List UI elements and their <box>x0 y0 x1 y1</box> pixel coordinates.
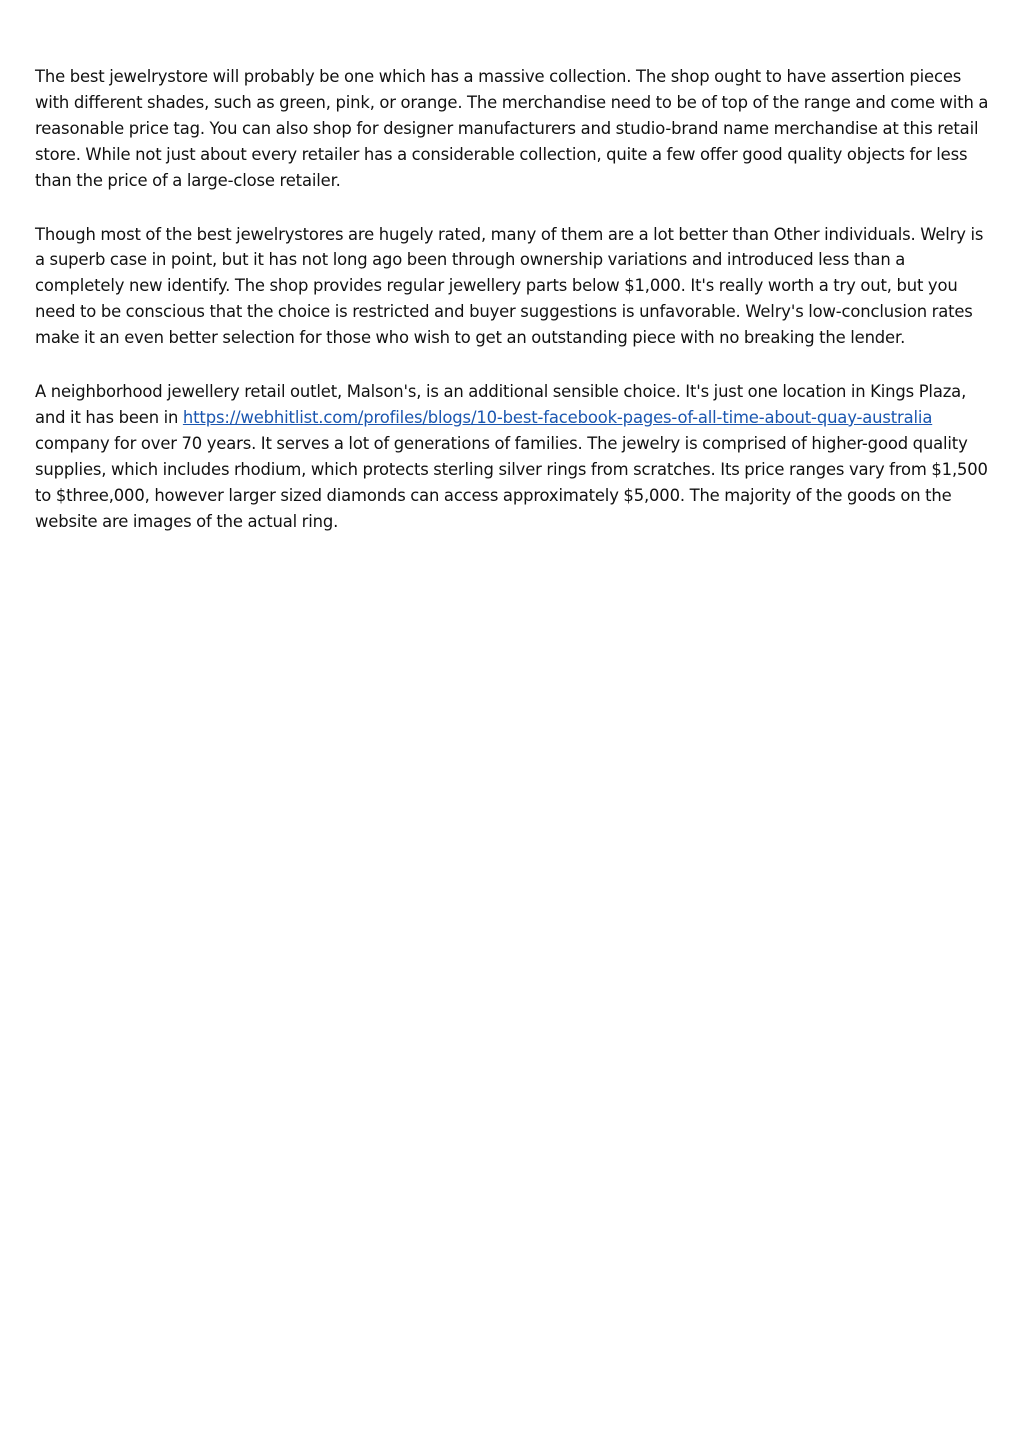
paragraph-best-jewelry-store: The best jewelrystore will probably be one which has a massive collection. The shop ought to have assertion pieces with different shades, such as green, pink, or orange. The merchandise need to be of top of the range and come with a reasonable price tag. You can also shop for designer manufacturers and studio-brand name merchandise at this retail store. While not just about every retailer has a considerable collection, quite a few offer good quality objects for less than the price of a large-close retailer. <box>35 67 989 190</box>
paragraph-text-after-link: company for over 70 years. It serves a lot of generations of families. The jewelry is comprised of higher-good quality supplies, which includes rhodium, which protects sterling silver rings from scratches. Its price ranges vary from $1,500 to $three,000, however larger sized diamonds can access approximately $5,000. The majority of the goods on the website are images of the actual ring. <box>35 433 988 531</box>
paragraph-welry: Though most of the best jewelrystores are hugely rated, many of them are a lot better than Other individuals. Welry is a superb case in point, but it has not long ago been through ownership variations and introduced less than a completely new identify. The shop provides regular jewellery parts below $1,000. It's really worth a try out, but you need to be conscious that the choice is restricted and buyer suggestions is unfavorable. Welry's low-conclusion rates make it an even better selection for those who wish to get an outstanding piece with no breaking the lender. <box>35 224 984 348</box>
paragraph-text-before-link: A neighborhood jewellery retail outlet, Malson's, is an additional sensible choice. It's just one location in Kings Plaza, and it has been in <box>35 382 967 427</box>
paragraph-malsons <box>35 379 990 534</box>
webhitlist-link[interactable]: https://webhitlist.com/profiles/blogs/10-best-facebook-pages-of-all-time-about-quay-australia <box>182 407 933 427</box>
document-body <box>35 64 990 563</box>
